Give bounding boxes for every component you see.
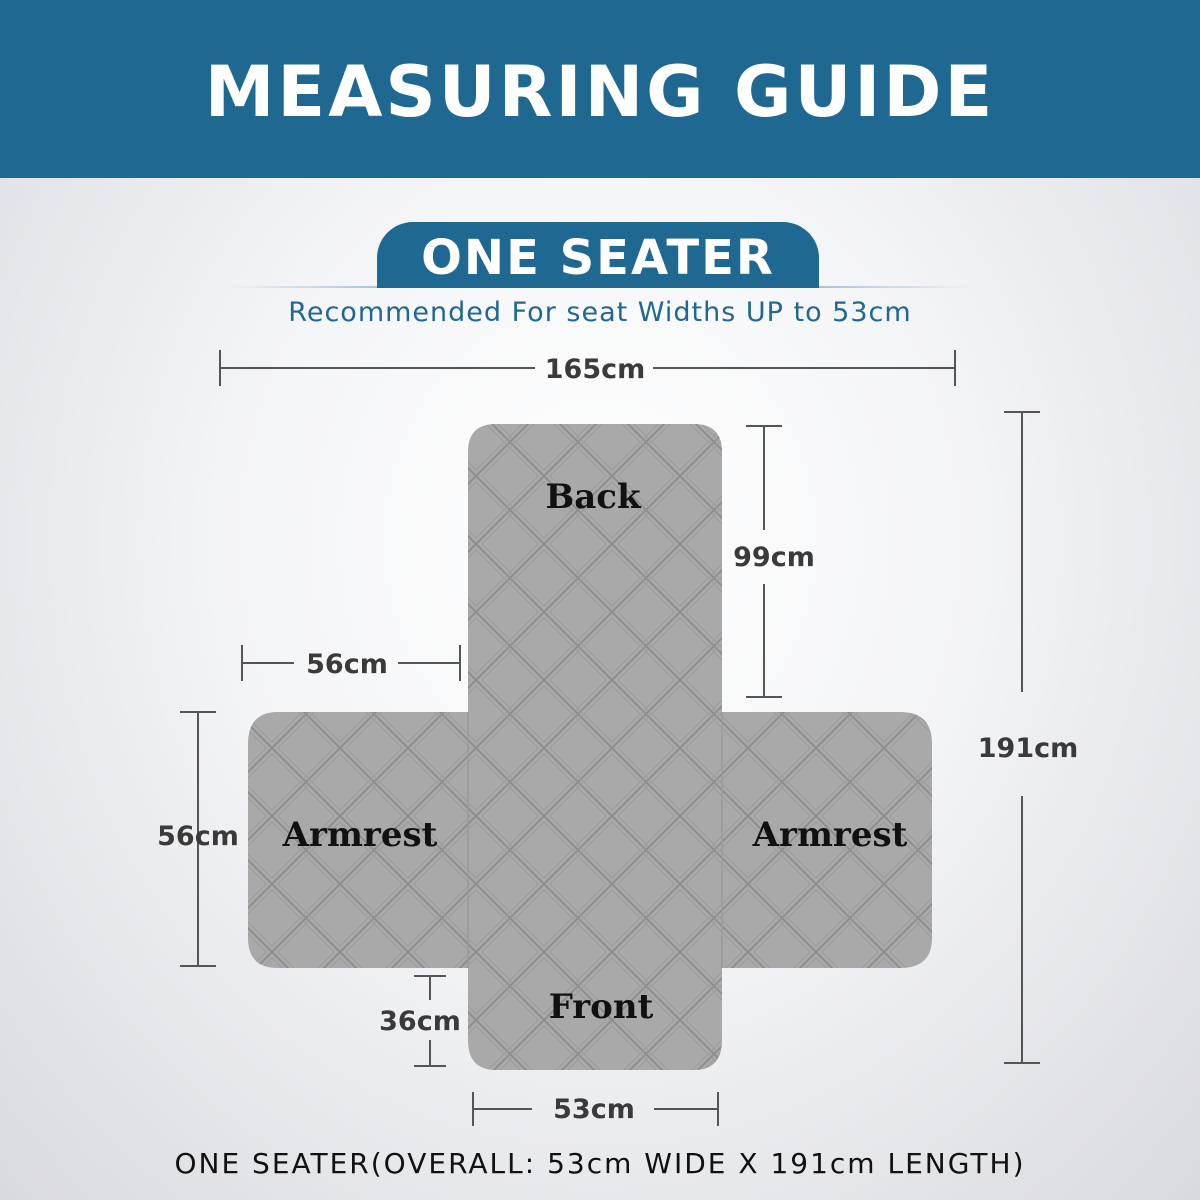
overall-width-label: 165cm	[544, 354, 646, 385]
armrest-width-label: 56cm	[306, 649, 388, 680]
back-label: Back	[545, 477, 641, 517]
section-subtitle: Recommended For seat Widths UP to 53cm	[288, 297, 912, 328]
front-label: Front	[548, 987, 654, 1027]
armrest-length-label: 56cm	[157, 821, 239, 852]
right-armrest-label: Armrest	[752, 815, 908, 855]
section-title: ONE SEATER	[421, 230, 775, 286]
front-length-label: 36cm	[379, 1006, 461, 1037]
left-armrest-label: Armrest	[282, 815, 438, 855]
sofa-cover	[248, 424, 932, 1070]
seat-width-label: 53cm	[553, 1094, 635, 1125]
page-title: MEASURING GUIDE	[204, 51, 996, 133]
back-length-label: 99cm	[733, 542, 815, 573]
summary-caption: ONE SEATER(OVERALL: 53cm WIDE X 191cm LENGTH)	[174, 1147, 1026, 1180]
overall-length-label: 191cm	[977, 733, 1079, 764]
